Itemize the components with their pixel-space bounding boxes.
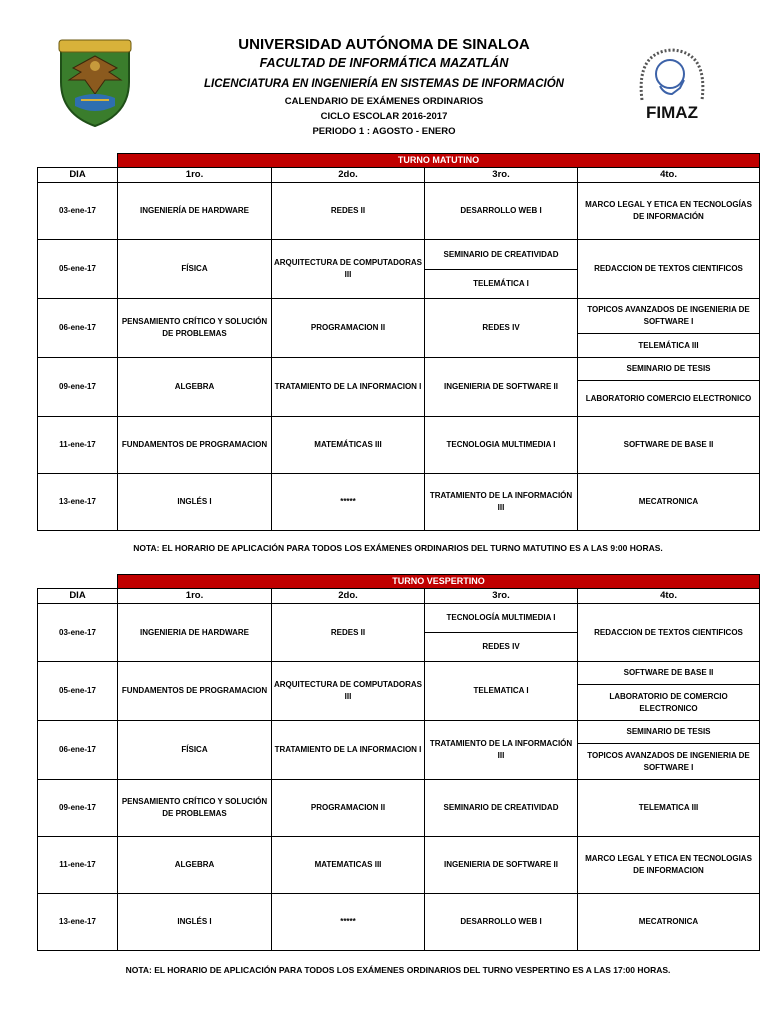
table-row (38, 358, 760, 381)
exam-cell: TECNOLOGIA MULTIMEDIA I (425, 417, 578, 474)
exam-cell: FUNDAMENTOS DE PROGRAMACION (118, 417, 272, 474)
exam-cell: INGLÉS I (118, 894, 272, 951)
university-title: UNIVERSIDAD AUTÓNOMA DE SINALOA (238, 36, 530, 53)
exam-cell: ***** (272, 894, 425, 951)
date-cell: 11-ene-17 (38, 417, 118, 474)
table-row (38, 604, 760, 633)
exam-cell: SEMINARIO DE TESIS (578, 358, 760, 381)
exam-cell: INGENIERÍA DE HARDWARE (118, 183, 272, 240)
exam-cell: REDES II (272, 183, 425, 240)
table-row (38, 780, 760, 837)
column-header: 3ro. (425, 168, 578, 183)
calendar-title: CALENDARIO DE EXÁMENES ORDINARIOS (284, 96, 484, 107)
table-row (38, 417, 760, 474)
faculty-title: FACULTAD DE INFORMÁTICA MAZATLÁN (259, 56, 509, 70)
exam-cell: SEMINARIO DE CREATIVIDAD (425, 240, 578, 270)
exam-cell: INGENIERIA DE SOFTWARE II (425, 837, 578, 894)
exam-cell: TELEMATICA III (578, 780, 760, 837)
exam-cell: MECATRONICA (578, 474, 760, 531)
column-header: 4to. (578, 168, 760, 183)
exam-cell: TOPICOS AVANZADOS DE INGENIERIA DE SOFTWARE I (578, 744, 760, 780)
exam-cell: MARCO LEGAL Y ETICA EN TECNOLOGÍAS DE INFORMACIÓN (578, 183, 760, 240)
exam-cell: TRATAMIENTO DE LA INFORMACION I (272, 721, 425, 780)
date-cell: 06-ene-17 (38, 299, 118, 358)
date-cell: 05-ene-17 (38, 662, 118, 721)
table-row (38, 894, 760, 951)
exam-cell: ALGEBRA (118, 837, 272, 894)
exam-cell: SEMINARIO DE TESIS (578, 721, 760, 744)
column-header: 3ro. (425, 589, 578, 604)
column-header: 2do. (272, 589, 425, 604)
table-row (38, 183, 760, 240)
exam-cell: PENSAMIENTO CRÍTICO Y SOLUCIÓN DE PROBLEMAS (118, 299, 272, 358)
exam-cell: PENSAMIENTO CRÍTICO Y SOLUCIÓN DE PROBLEMAS (118, 780, 272, 837)
exam-cell: ARQUITECTURA DE COMPUTADORAS III (272, 240, 425, 299)
exam-cell: TRATAMIENTO DE LA INFORMACION I (272, 358, 425, 417)
date-cell: 09-ene-17 (38, 780, 118, 837)
exam-cell: MATEMATICAS III (272, 837, 425, 894)
column-header: DIA (38, 589, 118, 604)
afternoon-shift-table (37, 574, 760, 951)
date-cell: 06-ene-17 (38, 721, 118, 780)
column-header: 4to. (578, 589, 760, 604)
exam-cell: TELEMÁTICA III (578, 334, 760, 358)
exam-cell: FÍSICA (118, 721, 272, 780)
shift-title: TURNO MATUTINO (118, 154, 760, 168)
exam-cell: INGENIERIA DE HARDWARE (118, 604, 272, 662)
date-cell: 03-ene-17 (38, 183, 118, 240)
afternoon-note: NOTA: EL HORARIO DE APLICACIÓN PARA TODOS LOS EXÁMENES ORDINARIOS DEL TURNO VESPERTINO ES A LAS 17:00 HORAS. (125, 965, 671, 975)
date-cell: 03-ene-17 (38, 604, 118, 662)
exam-cell: LABORATORIO COMERCIO ELECTRONICO (578, 381, 760, 417)
exam-cell: INGENIERIA DE SOFTWARE II (425, 358, 578, 417)
program-title: LICENCIATURA EN INGENIERÍA EN SISTEMAS DE INFORMACIÓN (204, 78, 564, 90)
table-row (38, 474, 760, 531)
period: PERIODO 1 : AGOSTO - ENERO (312, 126, 456, 137)
exam-cell: TRATAMIENTO DE LA INFORMACIÓN III (425, 721, 578, 780)
table-row (38, 299, 760, 334)
exam-cell: LABORATORIO DE COMERCIO ELECTRONICO (578, 685, 760, 721)
date-cell: 11-ene-17 (38, 837, 118, 894)
exam-cell: MARCO LEGAL Y ETICA EN TECNOLOGIAS DE INFORMACION (578, 837, 760, 894)
date-cell: 13-ene-17 (38, 474, 118, 531)
exam-cell: FÍSICA (118, 240, 272, 299)
exam-cell: REDACCION DE TEXTOS CIENTIFICOS (578, 240, 760, 299)
exam-cell: TRATAMIENTO DE LA INFORMACIÓN III (425, 474, 578, 531)
exam-cell: TELEMÁTICA I (425, 270, 578, 299)
shift-title: TURNO VESPERTINO (118, 575, 760, 589)
date-cell: 13-ene-17 (38, 894, 118, 951)
exam-cell: FUNDAMENTOS DE PROGRAMACION (118, 662, 272, 721)
exam-cell: MATEMÁTICAS III (272, 417, 425, 474)
exam-cell: SEMINARIO DE CREATIVIDAD (425, 780, 578, 837)
exam-cell: DESARROLLO WEB I (425, 894, 578, 951)
exam-cell: MECATRONICA (578, 894, 760, 951)
exam-cell: TOPICOS AVANZADOS DE INGENIERIA DE SOFTWARE I (578, 299, 760, 334)
exam-cell: PROGRAMACION II (272, 780, 425, 837)
exam-cell: SOFTWARE DE BASE II (578, 417, 760, 474)
uas-crest-logo (55, 36, 135, 128)
table-row (38, 240, 760, 270)
column-header: DIA (38, 168, 118, 183)
exam-cell: ARQUITECTURA DE COMPUTADORAS III (272, 662, 425, 721)
exam-cell: SOFTWARE DE BASE II (578, 662, 760, 685)
column-header: 2do. (272, 168, 425, 183)
exam-cell: TECNOLOGÍA MULTIMEDIA I (425, 604, 578, 633)
morning-note: NOTA: EL HORARIO DE APLICACIÓN PARA TODOS LOS EXÁMENES ORDINARIOS DEL TURNO MATUTINO ES A LAS 9:00 HORAS. (133, 543, 663, 553)
column-header: 1ro. (118, 168, 272, 183)
fimaz-logo-text: FIMAZ (646, 103, 698, 122)
exam-cell: REDES IV (425, 633, 578, 662)
exam-cell: PROGRAMACION II (272, 299, 425, 358)
exam-cell: REDACCION DE TEXTOS CIENTIFICOS (578, 604, 760, 662)
date-cell: 09-ene-17 (38, 358, 118, 417)
fimaz-logo (628, 44, 716, 122)
exam-cell: ALGEBRA (118, 358, 272, 417)
school-cycle: CICLO ESCOLAR 2016-2017 (320, 111, 448, 122)
column-header: 1ro. (118, 589, 272, 604)
date-cell: 05-ene-17 (38, 240, 118, 299)
exam-cell: REDES II (272, 604, 425, 662)
morning-shift-table (37, 153, 760, 531)
exam-cell: TELEMATICA I (425, 662, 578, 721)
exam-cell: DESARROLLO WEB I (425, 183, 578, 240)
exam-cell: ***** (272, 474, 425, 531)
table-row (38, 662, 760, 685)
table-row (38, 837, 760, 894)
exam-cell: REDES IV (425, 299, 578, 358)
table-row (38, 721, 760, 744)
exam-cell: INGLÉS I (118, 474, 272, 531)
